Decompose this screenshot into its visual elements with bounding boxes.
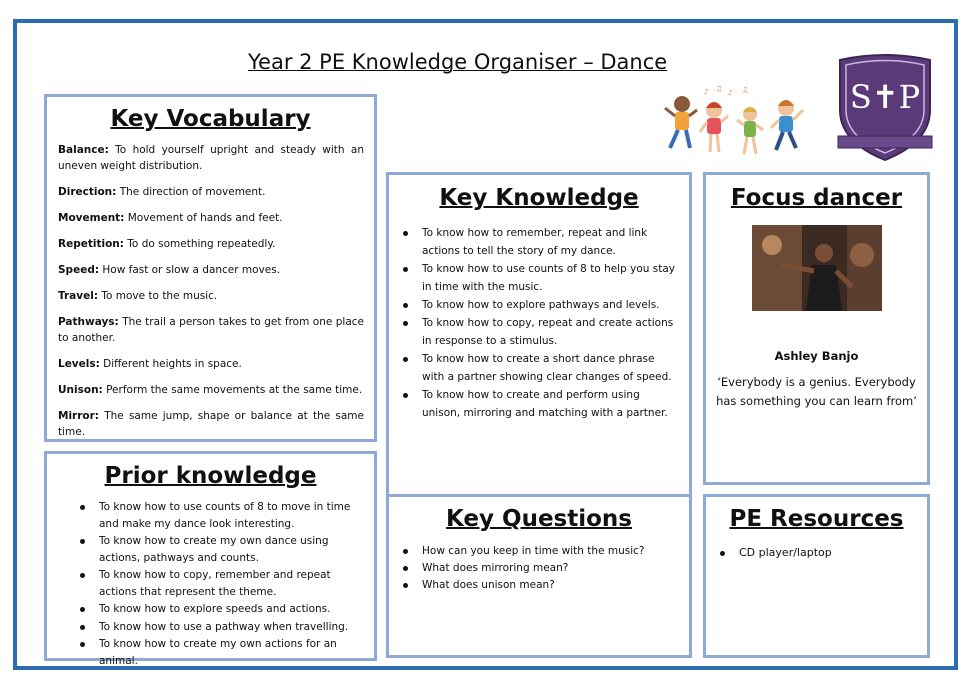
vocabulary-term: Pathways:: [58, 316, 119, 328]
prior-knowledge-item: To know how to create my own dance using actions, pathways and counts.: [47, 533, 374, 566]
vocabulary-item: [58, 184, 364, 200]
vocabulary-definition: The trail a person takes to get from one place to another.: [58, 316, 364, 344]
vocabulary-definition: To hold yourself upright and steady with an uneven weight distribution.: [58, 144, 364, 172]
key-questions-heading: Key Questions: [446, 506, 632, 532]
key-question-item: What does mirroring mean?: [389, 560, 689, 577]
vocabulary-definition: Different heights in space.: [99, 358, 242, 370]
focus-dancer-heading: Focus dancer: [730, 185, 903, 211]
key-knowledge-heading: Key Knowledge: [439, 185, 639, 211]
vocabulary-term: Balance:: [58, 144, 109, 156]
key-knowledge-item: To know how to create a short dance phrase with a partner showing clear changes of speed.: [389, 350, 689, 386]
vocabulary-definition: How fast or slow a dancer moves.: [99, 264, 281, 276]
vocabulary-item: [58, 236, 364, 252]
svg-text:♫: ♫: [742, 86, 749, 94]
vocabulary-definition: The same jump, shape or balance at the same time.: [58, 410, 364, 438]
key-vocabulary-heading: Key Vocabulary: [110, 106, 311, 132]
vocabulary-item: [58, 210, 364, 226]
vocabulary-term: Repetition:: [58, 238, 124, 250]
vocabulary-definition: To move to the music.: [98, 290, 218, 302]
vocabulary-definition: The direction of movement.: [116, 186, 266, 198]
vocabulary-item: [58, 262, 364, 278]
key-knowledge-item: To know how to copy, repeat and create actions in response to a stimulus.: [389, 314, 689, 350]
prior-knowledge-item: To know how to copy, remember and repeat actions that represent the theme.: [47, 567, 374, 600]
prior-knowledge-item: To know how to create my own actions for an animal.: [47, 636, 374, 669]
vocabulary-term: Levels:: [58, 358, 100, 370]
key-knowledge-item: To know how to explore pathways and levels.: [389, 296, 689, 314]
vocabulary-definition: Perform the same movements at the same time.: [102, 384, 363, 396]
dancer-photo: [752, 225, 882, 311]
svg-text:♪: ♪: [728, 89, 733, 97]
key-question-item: What does unison mean?: [389, 577, 689, 594]
dancer-quote: ‘Everybody is a genius. Everybody has something you can learn from’: [716, 375, 917, 408]
focus-dancer-panel: [703, 172, 930, 485]
key-knowledge-list: [389, 224, 689, 422]
prior-knowledge-item: To know how to use a pathway when travelling.: [47, 619, 374, 636]
vocabulary-item: [58, 314, 364, 346]
vocabulary-term: Mirror:: [58, 410, 99, 422]
vocabulary-term: Travel:: [58, 290, 99, 302]
page-title: Year 2 PE Knowledge Organiser – Dance: [248, 50, 668, 74]
vocabulary-definition: To do something repeatedly.: [123, 238, 276, 250]
vocabulary-item: [58, 288, 364, 304]
vocabulary-definition: Movement of hands and feet.: [124, 212, 283, 224]
key-knowledge-item: To know how to use counts of 8 to help you stay in time with the music.: [389, 260, 689, 296]
vocabulary-term: Speed:: [58, 264, 100, 276]
key-questions-panel: [386, 494, 692, 658]
pe-resource-item: CD player/laptop: [706, 544, 927, 562]
svg-text:♫: ♫: [716, 86, 723, 93]
key-knowledge-panel: [386, 172, 692, 497]
prior-knowledge-item: To know how to explore speeds and actions.: [47, 601, 374, 618]
crest-letters: S✝P: [849, 78, 921, 116]
vocabulary-list: [47, 142, 374, 440]
key-questions-list: [389, 543, 689, 594]
vocabulary-term: Unison:: [58, 384, 103, 396]
vocabulary-item: [58, 142, 364, 174]
vocabulary-item: [58, 356, 364, 372]
vocabulary-item: [58, 382, 364, 398]
dancer-name: Ashley Banjo: [774, 349, 859, 363]
pe-resources-heading: PE Resources: [729, 506, 904, 532]
key-question-item: How can you keep in time with the music?: [389, 543, 689, 560]
svg-text:♪: ♪: [704, 88, 709, 96]
vocabulary-term: Direction:: [58, 186, 117, 198]
prior-knowledge-list: [47, 499, 374, 669]
key-knowledge-item: To know how to create and perform using unison, mirroring and matching with a partner.: [389, 386, 689, 422]
key-vocabulary-panel: [44, 94, 377, 442]
vocabulary-term: Movement:: [58, 212, 125, 224]
pe-resources-panel: [703, 494, 930, 658]
prior-knowledge-panel: [44, 451, 377, 667]
prior-knowledge-item: To know how to use counts of 8 to move in time and make my dance look interesting.: [47, 499, 374, 532]
vocabulary-item: [58, 408, 364, 440]
pe-resources-list: [706, 544, 927, 562]
key-knowledge-item: To know how to remember, repeat and link actions to tell the story of my dance.: [389, 224, 689, 260]
school-crest-logo: [834, 50, 936, 162]
dancing-children-illustration: [660, 86, 820, 166]
prior-knowledge-heading: Prior knowledge: [104, 463, 317, 489]
